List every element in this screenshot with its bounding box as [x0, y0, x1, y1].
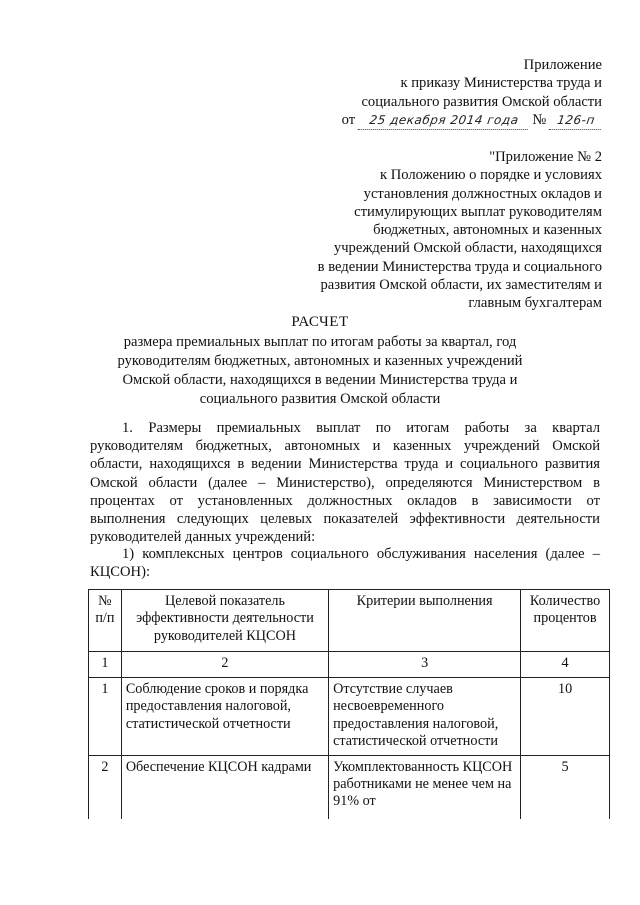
title-line: руководителям бюджетных, автономных и казенных учреждений: [117, 353, 523, 369]
paragraph-1: 1. Размеры премиальных выплат по итогам работы за квартал руководителям бюджетных, автономных и казенных учреждений Омской области, находящихся в ведении Министерства труда и социального развития Омской области (далее – Министерство), определяются Министерством в процентах от установленных должностных окладов в зависимости от выполнения следующих целевых показателей эффективности деятельности руководителей данных учреждений:: [90, 420, 600, 546]
column-number: 4: [521, 652, 610, 678]
appendix2-line: установления должностных окладов и: [363, 185, 602, 202]
table-header-row: [89, 590, 610, 652]
header-num: № п/п: [89, 590, 122, 652]
title-line: размера премиальных выплат по итогам работы за квартал, год: [123, 334, 517, 350]
header-percent: Количество процентов: [521, 590, 610, 652]
table-row: [89, 678, 610, 756]
appendix2-line: к Положению о порядке и условиях: [380, 167, 602, 184]
paragraph-2: 1) комплексных центров социального обслуживания населения (далее – КЦСОН):: [90, 546, 600, 581]
handwritten-date: 25 декабря 2014 года: [357, 111, 530, 130]
appendix2-line: развития Омской области, их заместителям и: [320, 277, 602, 294]
appendix-line: социального развития Омской области: [361, 93, 602, 110]
row-criteria: Отсутствие случаев несвоевременного предоставления налоговой, статистической отчетности: [329, 678, 521, 756]
appendix2-line: учреждений Омской области, находящихся: [333, 240, 602, 257]
column-number: 2: [121, 652, 328, 678]
row-indicator: Обеспечение КЦСОН кадрами: [121, 755, 328, 819]
row-indicator: Соблюдение сроков и порядка предоставления налоговой, статистической отчетности: [121, 678, 328, 756]
row-percent: 5: [521, 755, 610, 819]
number-prefix: №: [532, 111, 547, 128]
row-criteria: Укомплектованность КЦСОН работниками не менее чем на 91% от: [329, 755, 521, 819]
appendix2-line: "Приложение № 2: [489, 149, 602, 165]
date-prefix: от: [341, 111, 356, 128]
title-line: социального развития Омской области: [199, 391, 441, 407]
indicators-table: [88, 589, 610, 819]
appendix2-line: главным бухгалтерам: [468, 295, 602, 312]
appendix2-line: стимулирующих выплат руководителям: [354, 203, 602, 220]
document-title: [80, 313, 560, 409]
appendix-line: к приказу Министерства труда и: [400, 75, 602, 92]
title-line: Омской области, находящихся в ведении Министерства труда и: [122, 372, 518, 388]
handwritten-number: 126-п: [549, 111, 604, 130]
appendix-header: [342, 56, 602, 130]
row-num: 1: [89, 678, 122, 756]
appendix2-line: в ведении Министерства труда и социального: [317, 258, 602, 275]
column-number: 1: [89, 652, 122, 678]
header-indicator: Целевой показатель эффективности деятельности руководителей КЦСОН: [121, 590, 328, 652]
appendix-line: Приложение: [523, 57, 602, 73]
row-num: 2: [89, 755, 122, 819]
row-percent: 10: [521, 678, 610, 756]
appendix2-line: бюджетных, автономных и казенных: [373, 222, 602, 239]
table-row: [89, 755, 610, 819]
column-number: 3: [329, 652, 521, 678]
column-number-row: [89, 652, 610, 678]
appendix2-header: [318, 148, 602, 313]
header-criteria: Критерии выполнения: [329, 590, 521, 652]
order-date-line: [342, 111, 602, 130]
title-heading: РАСЧЕТ: [291, 314, 349, 330]
